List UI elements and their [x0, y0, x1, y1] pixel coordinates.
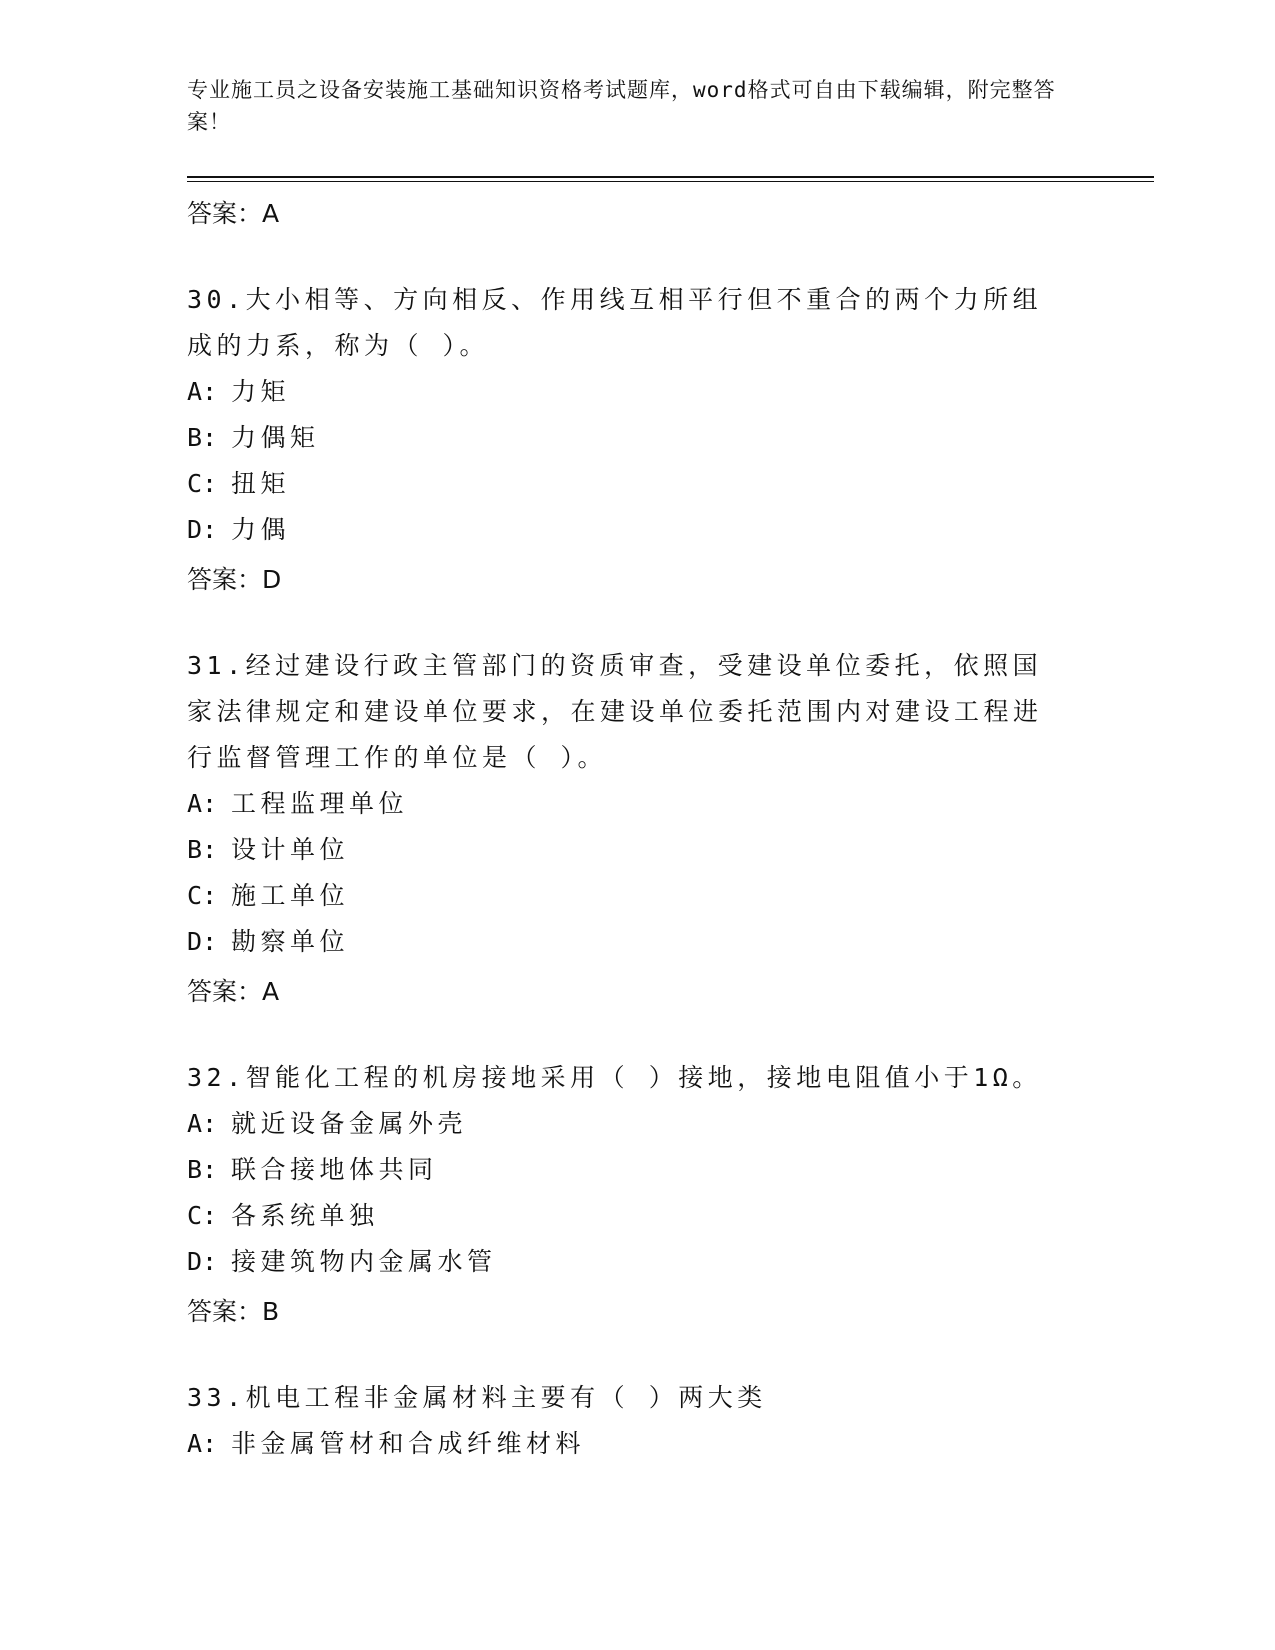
- option-text: 接建筑物内金属水管: [231, 1247, 497, 1276]
- header-divider-thick: [187, 176, 1154, 178]
- option-b: [187, 1147, 1087, 1193]
- option-c: [187, 461, 1087, 507]
- option-key: D:: [187, 1247, 218, 1276]
- answer-label: 答案：B: [187, 1297, 280, 1326]
- question-text: 30.大小相等、方向相反、作用线互相平行但不重合的两个力所组成的力系，称为（ ）。: [187, 285, 1043, 360]
- option-text: 勘察单位: [231, 927, 350, 956]
- option-text: 扭矩: [231, 469, 291, 498]
- question-text: 33.机电工程非金属材料主要有（ ）两大类: [187, 1383, 767, 1412]
- option-text: 各系统单独: [231, 1201, 379, 1230]
- answer-label: 答案：D: [187, 565, 282, 594]
- option-key: A:: [187, 789, 218, 818]
- option-text: 非金属管材和合成纤维材料: [231, 1429, 586, 1458]
- question-33: [187, 1375, 1087, 1467]
- option-b: [187, 415, 1087, 461]
- option-text: 设计单位: [231, 835, 350, 864]
- option-key: D:: [187, 927, 218, 956]
- option-key: C:: [187, 881, 218, 910]
- option-text: 力矩: [231, 377, 291, 406]
- option-key: A:: [187, 377, 218, 406]
- question-text: 31.经过建设行政主管部门的资质审查，受建设单位委托，依照国家法律规定和建设单位要求，在建设单位委托范围内对建设工程进行监督管理工作的单位是（ ）。: [187, 651, 1043, 772]
- previous-answer: 答案：A: [187, 199, 280, 228]
- option-c: [187, 873, 1087, 919]
- option-text: 工程监理单位: [231, 789, 409, 818]
- option-b: [187, 827, 1087, 873]
- option-a: [187, 369, 1087, 415]
- question-32: [187, 1055, 1087, 1331]
- option-d: [187, 507, 1087, 553]
- option-key: C:: [187, 469, 218, 498]
- header-divider-thin: [187, 181, 1154, 182]
- option-d: [187, 919, 1087, 965]
- option-text: 就近设备金属外壳: [231, 1109, 468, 1138]
- option-text: 力偶: [231, 515, 291, 544]
- option-a: [187, 1421, 1087, 1467]
- option-key: A:: [187, 1109, 218, 1138]
- option-text: 力偶矩: [231, 423, 320, 452]
- option-key: C:: [187, 1201, 218, 1230]
- question-list: [187, 190, 1087, 1467]
- question-30: [187, 277, 1087, 599]
- option-key: D:: [187, 515, 218, 544]
- option-text: 联合接地体共同: [231, 1155, 438, 1184]
- option-key: B:: [187, 835, 218, 864]
- option-a: [187, 781, 1087, 827]
- option-key: A:: [187, 1429, 218, 1458]
- document-header: 专业施工员之设备安装施工基础知识资格考试题库，word格式可自由下载编辑，附完整答案！: [187, 78, 1056, 134]
- question-31: [187, 643, 1087, 1011]
- answer-label: 答案：A: [187, 977, 280, 1006]
- option-key: B:: [187, 423, 218, 452]
- option-key: B:: [187, 1155, 218, 1184]
- question-text: 32.智能化工程的机房接地采用（ ）接地，接地电阻值小于1Ω。: [187, 1063, 1042, 1092]
- option-a: [187, 1101, 1087, 1147]
- option-d: [187, 1239, 1087, 1285]
- option-text: 施工单位: [231, 881, 350, 910]
- option-c: [187, 1193, 1087, 1239]
